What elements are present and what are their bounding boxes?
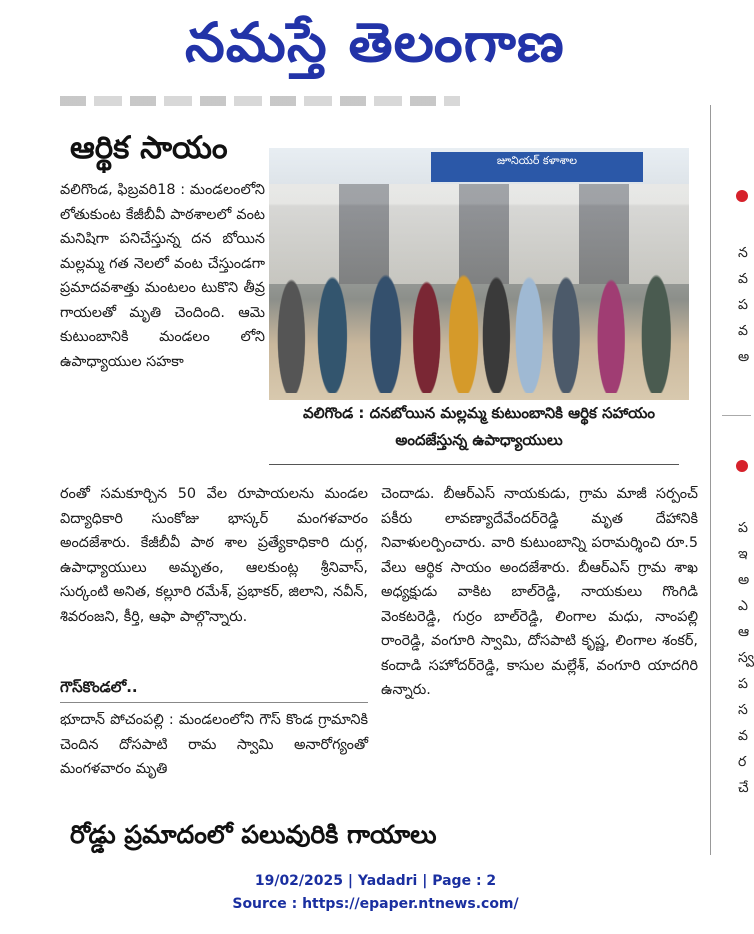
footer-date-edition: 19/02/2025 | Yadadri | Page : 2 <box>254 873 497 889</box>
masthead-title: నమస్తే తెలంగాణ <box>185 11 565 74</box>
next-article-headline: రోడ్డు ప్రమాదంలో పలువురికి గాయాలు <box>70 820 437 849</box>
photo-group-of-people <box>275 258 685 393</box>
photo-caption: వలిగొండ : దనబోయిన మల్లమ్మ కుటుంబానికి ఆర్థిక సహాయం అందజేస్తున్న ఉపాధ్యాయులు <box>303 404 655 449</box>
footer-source: Source : https://epaper.ntnews.com/ <box>232 896 519 912</box>
side-column-fragment-b: ప ఇ అ ఎ ఆ స్వ ప స వ ర చే <box>738 520 754 796</box>
side-divider <box>722 415 751 416</box>
article-body-col1-bottom: రంతో సమకూర్చిన 50 వేల రూపాయలను మండల విద్యాధికారి సుంకోజు భాస్కర్ మంగళవారం అందజేశారు. కేజీబీవీ పాఠ శాల ప్రత్యేకాధికారి దుర్గ, ఉపాధ్యాయులు అమృతం, ఆలకుంట్ల శ్రీనివాస్, సుర్కంటి అనిత, కల్లూరి రమేశ్, ప్రభాకర్, జిలాని, నవీన్, శివరంజని, కీర్తి, ఆఫా పాల్గొన్నారు. <box>60 486 368 625</box>
sub-article-heading: గౌస్‌కొండలో.. <box>60 678 138 696</box>
bullet-dot-icon <box>736 190 748 202</box>
bullet-dot-icon <box>736 460 748 472</box>
clipped-text-strip <box>60 96 460 106</box>
sub-article-body: భూదాన్ పోచంపల్లి : మండలంలోని గౌస్ కొండ గ్రామానికి చెందిన దోసపాటి రామ స్వామి అనారోగ్యంతో మంగళవారం మృతి <box>60 712 368 777</box>
article-headline: ఆర్థిక సాయం <box>70 130 228 166</box>
news-photo <box>269 148 689 400</box>
photo-school-sign: జూనియర్ కళాశాల <box>431 152 643 182</box>
subhead-divider <box>60 702 368 703</box>
newspaper-masthead <box>150 8 600 78</box>
side-column-fragment-a: న వ ప వ అ <box>738 245 750 365</box>
article-body-col1-top: వలిగొండ, ఫిబ్రవరి18 : మండలంలోని లోతుకుంట కేజీబీవీ పాఠశాలలో వంట మనిషిగా పనిచేస్తున్న దన బోయిన మల్లమ్మ గత నెలలో వంట చేస్తుండగా ప్రమాదవశాత్తు మంటలం టుకొని తీవ్ర గాయలతో మృతి చెందింది. ఆమె కుటుంబానికి మండలం లోని ఉపాధ్యాయుల సహకా <box>60 182 265 370</box>
news-clipping <box>60 112 702 854</box>
article-body-col2: చెందాడు. బీఆర్ఎస్ నాయకుడు, గ్రామ మాజీ సర్పంచ్ పకీరు లావణ్యాదేవేందర్‌రెడ్డి మృత దేహానికి నివాళులర్పించారు. వారి కుటుంబాన్ని పరామర్శించి రూ.5 వేలు ఆర్థిక సాయం అందజేశారు. బీఆర్ఎస్ గ్రామ శాఖ అధ్యక్షుడు వాకిట బాల్‌రెడ్డి, నాయకులు గొంగిడి వెంకటరెడ్డి, గుర్రం బాల్‌రెడ్డి, లింగాల మధు, నాంపల్లి రాంరెడ్డి, వంగూరి స్వామి, దోసపాటి కృష్ణ, లింగాల శంకర్, కందాడి సహోదర్‌రెడ్డి, కాసుల మల్లేశ్, వంగూరి యాదగిరి ఉన్నారు. <box>381 486 698 698</box>
column-separator <box>710 105 711 855</box>
caption-divider <box>269 464 679 465</box>
